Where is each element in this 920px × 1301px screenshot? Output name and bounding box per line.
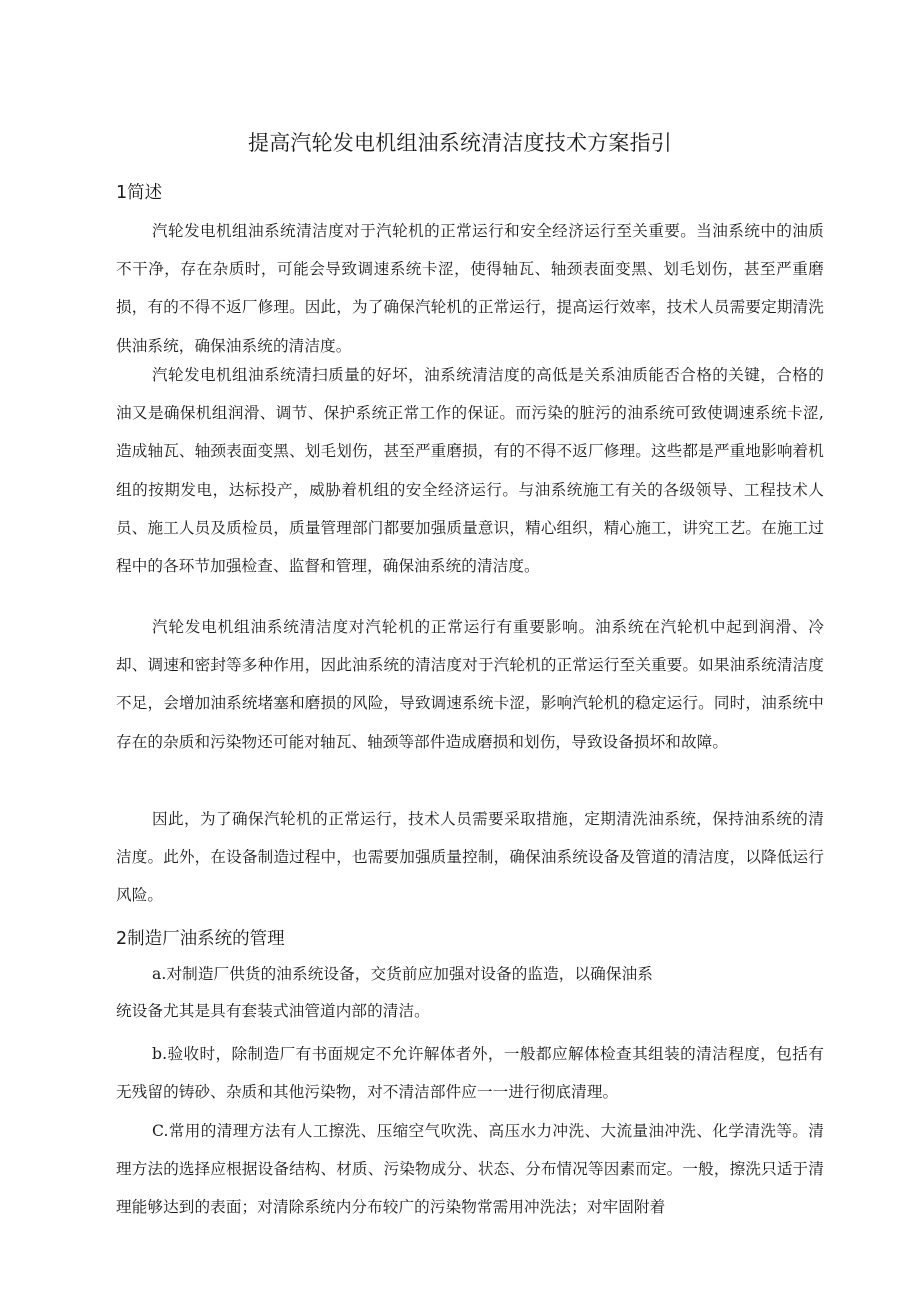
section-2-item-b: b.验收时，除制造厂有书面规定不允许解体者外，一般都应解体检查其组装的清洁程度，包括有无残留的铸砂、杂质和其他污染物，对不清洁部件应一一进行彻底清理。	[116, 1045, 824, 1102]
section-heading-1: 1简述	[116, 183, 163, 203]
section-1-paragraph-1: 汽轮发电机组油系统清洁度对于汽轮机的正常运行和安全经济运行至关重要。当油系统中的油质不干净，存在杂质时，可能会导致调速系统卡涩，使得轴瓦、轴颈表面变黑、划毛划伤，甚至严重磨损，有的不得不返厂修理。因此，为了确保汽轮机的正常运行，提高运行效率，技术人员需要定期清洗供油系统，确保油系统的清洁度。	[116, 222, 824, 355]
section-2-item-c: C.常用的清理方法有人工擦洗、压缩空气吹洗、高压水力冲洗、大流量油冲洗、化学清洗等。清理方法的选择应根据设备结构、材质、污染物成分、状态、分布情况等因素而定。一般，擦洗只适于清理能够达到的表面；对清除系统内分布较广的污染物常需用冲洗法；对牢固附着	[116, 1122, 824, 1217]
section-1-paragraph-4: 因此，为了确保汽轮机的正常运行，技术人员需要采取措施，定期清洗油系统，保持油系统的清洁度。此外，在设备制造过程中，也需要加强质量控制，确保油系统设备及管道的清洁度，以降低运行风险。	[116, 810, 824, 905]
section-1-paragraph-3: 汽轮发电机组油系统清洁度对汽轮机的正常运行有重要影响。油系统在汽轮机中起到润滑、冷却、调速和密封等多种作用，因此油系统的清洁度对于汽轮机的正常运行至关重要。如果油系统清洁度不足，会增加油系统堵塞和磨损的风险，导致调速系统卡涩，影响汽轮机的稳定运行。同时，油系统中存在的杂质和污染物还可能对轴瓦、轴颈等部件造成磨损和划伤，导致设备损坏和故障。	[116, 618, 824, 751]
section-2-item-a-continued: 统设备尤其是具有套装式油管道内部的清洁。	[116, 1002, 430, 1020]
section-heading-2: 2制造厂油系统的管理	[116, 929, 285, 949]
section-1-paragraph-2: 汽轮发电机组油系统清扫质量的好坏，油系统清洁度的高低是关系油质能否合格的关键，合格的油又是确保机组润滑、调节、保护系统正常工作的保证。而污染的脏污的油系统可致使调速系统卡涩,造成轴瓦、轴颈表面变黑、划毛划伤，甚至严重磨损，有的不得不返厂修理。这些都是严重地影响着机组的按期发电，达标投产，威胁着机组的安全经济运行。与油系统施工有关的各级领导、工程技术人员、施工人员及质检员，质量管理部门都要加强质量意识，精心组织，精心施工，讲究工艺。在施工过程中的各环节加强检查、监督和管理，确保油系统的清洁度。	[116, 366, 824, 576]
document-title: 提高汽轮发电机组油系统清洁度技术方案指引	[248, 131, 672, 155]
section-2-item-a: a.对制造厂供货的油系统设备，交货前应加强对设备的监造，以确保油系	[152, 965, 653, 983]
